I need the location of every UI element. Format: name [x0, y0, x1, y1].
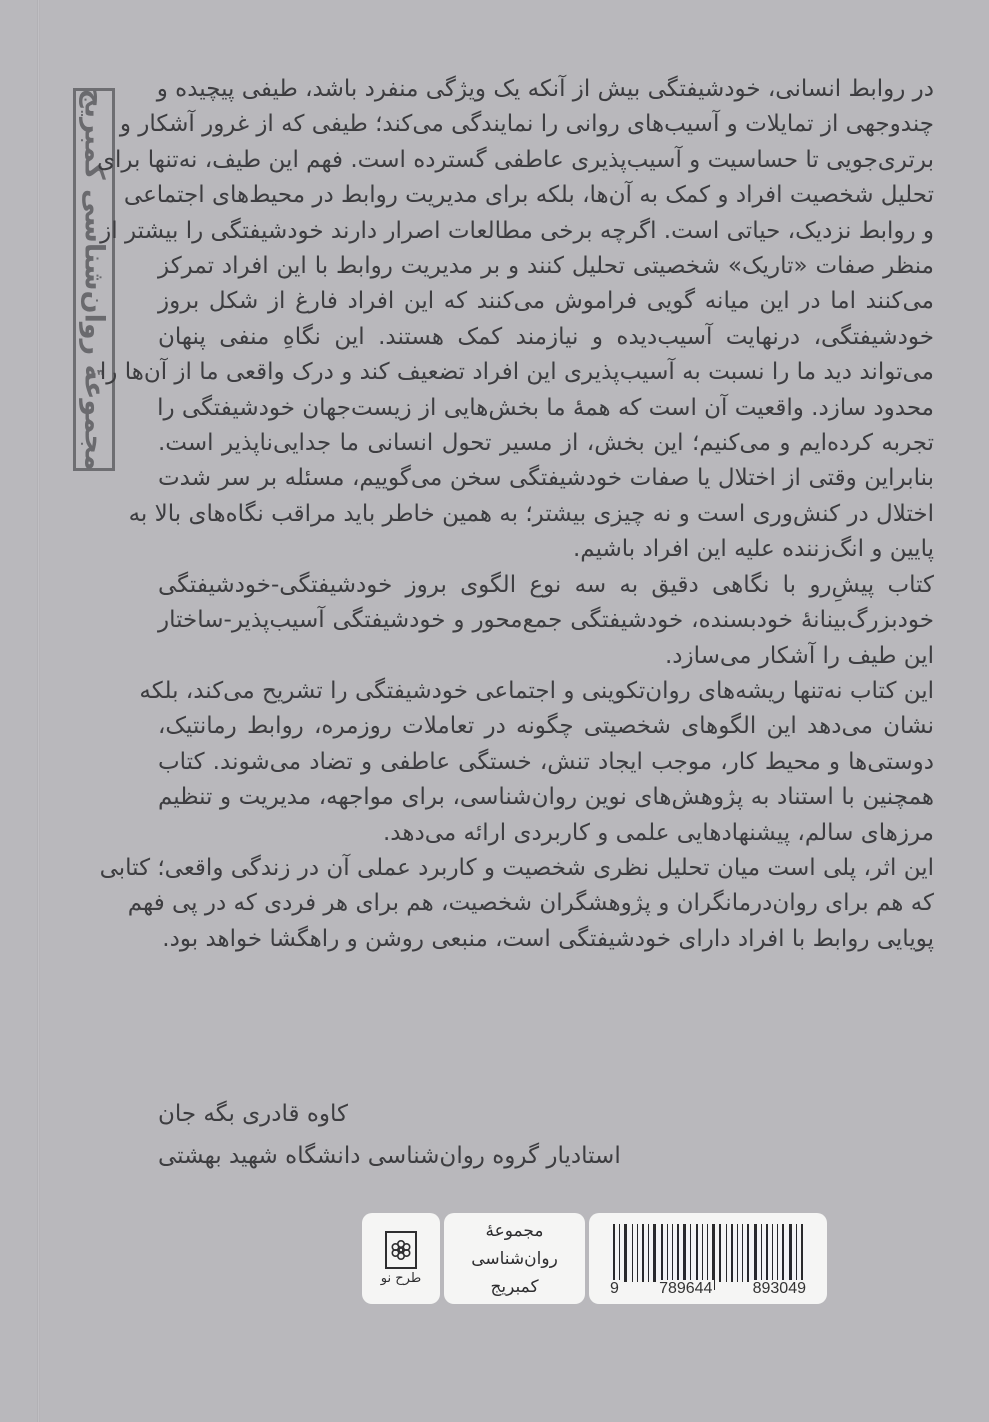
blurb-line: و روابط نزدیک، حیاتی است. اگرچه برخی مطالعات اصرار دارند خودشیفتگی را بیشتر از [100, 217, 934, 244]
isbn-group1: 789644 [659, 1279, 713, 1297]
spine-series-title: مجموعهٔ روان‌شناسی کمبریج [78, 88, 110, 471]
blurb-line: این اثر، پلی است میان تحلیل نظری شخصیت و کاربرد عملی آن در زندگی واقعی؛ کتابی [99, 854, 934, 881]
author-name: کاوه قادری بگه جان [158, 1101, 348, 1127]
blurb-line: این کتاب نه‌تنها ریشه‌های روان‌تکوینی و اجتماعی خودشیفتگی را تشریح می‌کند، بلکه [139, 677, 934, 704]
blurb-line: نشان می‌دهد این الگوهای شخصیتی چگونه در تعاملات روزمره، روابط رمانتیک، [158, 713, 934, 740]
blurb-line: محدود سازد. واقعیت آن است که همهٔ ما بخش‌هایی از زیست‌جهان خودشیفتگی را [157, 394, 934, 421]
blurb-line: همچنین با استناد به پژوهش‌های نوین روان‌شناسی، برای مواجهه، مدیریت و تنظیم [158, 784, 934, 811]
rosette-icon [385, 1231, 417, 1269]
blurb-line: می‌کنند اما در این میانه گویی فراموش می‌کنند که این افراد فارغ از شکل بروز [158, 288, 934, 315]
blurb-line: برتری‌جویی تا حساسیت و آسیب‌پذیری عاطفی گسترده است. فهم این طیف، نه‌تنها برای [96, 146, 934, 173]
back-cover-labels [362, 1213, 827, 1304]
spine-fold-line [37, 0, 40, 1422]
blurb-line: اختلال در کنش‌وری است و نه چیزی بیشتر؛ به همین خاطر باید مراقب نگاه‌های بالا به [128, 500, 934, 527]
series-label-line1: مجموعهٔ روان‌شناسی [471, 1220, 558, 1269]
blurb-line: چندوجهی از تمایلات و آسیب‌های روانی را نمایندگی می‌کند؛ طیفی که از غرور آشکار و [119, 111, 934, 138]
publisher-logo-label [362, 1213, 440, 1304]
blurb-line: دوستی‌ها و محیط کار، موجب ایجاد تنش، خستگی عاطفی و تضاد می‌شوند. کتاب [158, 748, 934, 775]
barcode-icon [613, 1224, 803, 1286]
blurb-line: بنابراین وقتی از اختلال یا صفات خودشیفتگی سخن می‌گوییم، مسئله بر سر شدت [158, 465, 934, 492]
isbn-digits [608, 1280, 808, 1298]
blurb-line: منظر صفات «تاریک» شخصیتی تحلیل کنند و بر مدیریت روابط با این افراد تمرکز [158, 253, 934, 280]
author-affiliation: استادیار گروه روان‌شناسی دانشگاه شهید بهشتی [158, 1143, 621, 1169]
publisher-logo-text: طرح نو [380, 1271, 422, 1286]
isbn-prefix: 9 [610, 1279, 619, 1297]
blurb-line: در روابط انسانی، خودشیفتگی بیش از آنکه یک ویژگی منفرد باشد، طیفی پیچیده و [156, 76, 934, 102]
blurb-line: پایین و انگ‌زننده علیه این افراد باشیم. [572, 536, 934, 563]
blurb-line: کتاب پیشِ‌رو با نگاهی دقیق به سه نوع الگوی بروز خودشیفتگی-خودشیفتگی [158, 571, 934, 598]
blurb-line: مرزهای سالم، پیشنهادهایی علمی و کاربردی ارائه می‌دهد. [383, 819, 934, 846]
blurb-line: می‌تواند دید ما را نسبت به آسیب‌پذیری این افراد تضعیف کند و درک واقعی ما از آن‌ها را [99, 359, 934, 386]
blurb-line: خودبزرگ‌بینانهٔ خودبسنده، خودشیفتگی جمع‌محور و خودشیفتگی آسیب‌پذیر-ساختار [158, 607, 934, 634]
blurb-text [96, 72, 934, 957]
blurb-line: این طیف را آشکار می‌سازد. [664, 642, 934, 669]
blurb-line: تحلیل شخصیت افراد و کمک به آن‌ها، بلکه برای مدیریت روابط در محیط‌های اجتماعی [123, 182, 934, 209]
author-signature [158, 1093, 934, 1177]
isbn-barcode [589, 1213, 827, 1304]
blurb-line: خودشیفتگی، درنهایت آسیب‌دیده و نیازمند کمک هستند. این نگاهِ منفی پنهان [158, 323, 934, 350]
series-label [444, 1213, 585, 1304]
blurb-line: پویایی روابط با افراد دارای خودشیفتگی است، منبعی روشن و راهگشا خواهد بود. [162, 925, 934, 952]
blurb-line: که هم برای روان‌درمانگران و پژوهشگران شخصیت، هم برای هر فردی که در پی فهم [127, 890, 934, 917]
series-label-line2: کمبریج [490, 1276, 539, 1297]
isbn-group2: 893049 [752, 1279, 806, 1297]
blurb-line: تجربه کرده‌ایم و می‌کنیم؛ این بخش، از مسیر تحول انسانی ما جدایی‌ناپذیر است. [158, 430, 934, 457]
